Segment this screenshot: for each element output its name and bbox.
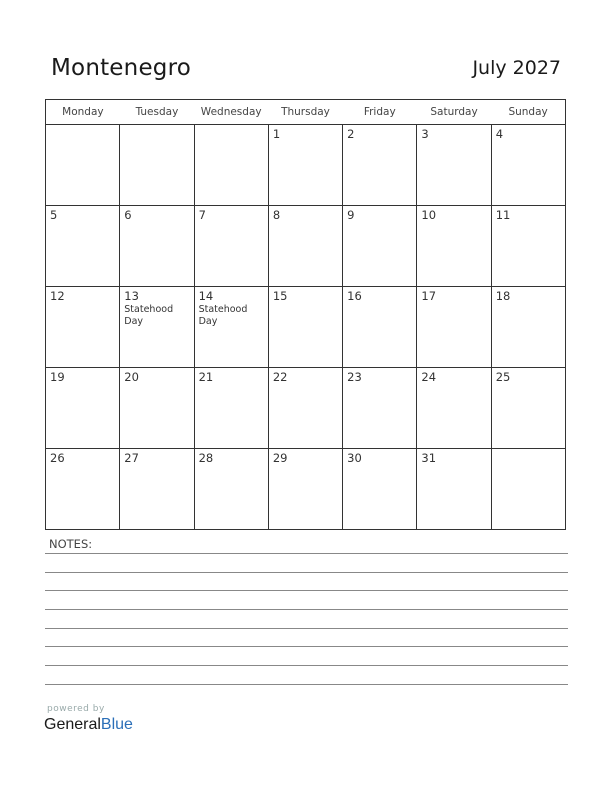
holiday-label: Statehood Day bbox=[198, 304, 248, 327]
day-cell bbox=[343, 287, 417, 368]
weekday-header-row bbox=[46, 100, 566, 125]
day-number: 5 bbox=[50, 208, 58, 222]
holiday-label: Statehood Day bbox=[124, 304, 174, 327]
day-cell bbox=[417, 125, 491, 206]
day-cell bbox=[46, 125, 120, 206]
week-row bbox=[46, 368, 566, 449]
weekday-thursday: Thursday bbox=[268, 100, 342, 125]
day-cell bbox=[120, 125, 194, 206]
day-cell bbox=[120, 206, 194, 287]
day-number: 30 bbox=[347, 451, 362, 465]
day-number: 28 bbox=[198, 451, 214, 465]
day-number: 12 bbox=[50, 289, 65, 303]
day-cell bbox=[268, 206, 342, 287]
day-number: 25 bbox=[495, 370, 511, 384]
day-cell bbox=[491, 368, 565, 449]
day-number: 9 bbox=[347, 208, 355, 222]
notes-line bbox=[45, 665, 568, 666]
brand-general: General bbox=[44, 716, 101, 733]
day-number: 1 bbox=[272, 127, 281, 141]
day-number: 7 bbox=[198, 208, 206, 222]
day-cell bbox=[491, 125, 565, 206]
week-row bbox=[46, 125, 566, 206]
day-cell bbox=[417, 287, 491, 368]
day-cell bbox=[194, 368, 268, 449]
day-cell bbox=[268, 125, 342, 206]
day-cell bbox=[120, 449, 194, 530]
week-row bbox=[46, 449, 566, 530]
powered-by-text: powered by bbox=[47, 704, 105, 714]
day-cell bbox=[46, 287, 120, 368]
day-cell bbox=[268, 287, 342, 368]
day-number: 11 bbox=[495, 208, 511, 222]
day-number: 26 bbox=[50, 451, 65, 465]
notes-line bbox=[45, 646, 568, 647]
day-cell bbox=[120, 368, 194, 449]
day-cell bbox=[343, 206, 417, 287]
weekday-tuesday: Tuesday bbox=[120, 100, 194, 125]
day-cell bbox=[491, 449, 565, 530]
notes-line bbox=[45, 553, 568, 554]
notes-line bbox=[45, 628, 568, 629]
day-cell bbox=[268, 368, 342, 449]
day-number: 22 bbox=[272, 370, 288, 384]
day-cell bbox=[268, 449, 342, 530]
day-number: 17 bbox=[421, 289, 437, 303]
day-cell bbox=[194, 125, 268, 206]
day-number: 13 bbox=[124, 289, 139, 303]
weekday-saturday: Saturday bbox=[417, 100, 491, 125]
day-number: 16 bbox=[347, 289, 362, 303]
day-cell bbox=[343, 449, 417, 530]
day-cell bbox=[417, 449, 491, 530]
day-cell bbox=[343, 368, 417, 449]
day-number: 3 bbox=[421, 127, 429, 141]
day-cell-holiday bbox=[194, 287, 268, 368]
weekday-sunday: Sunday bbox=[491, 100, 565, 125]
day-number: 24 bbox=[421, 370, 437, 384]
day-number: 21 bbox=[198, 370, 214, 384]
notes-line bbox=[45, 684, 568, 685]
day-number: 10 bbox=[421, 208, 437, 222]
day-cell bbox=[46, 206, 120, 287]
day-number: 18 bbox=[495, 289, 511, 303]
weekday-friday: Friday bbox=[343, 100, 417, 125]
day-number: 2 bbox=[347, 127, 355, 141]
day-cell bbox=[194, 206, 268, 287]
day-cell bbox=[417, 206, 491, 287]
day-number: 4 bbox=[495, 127, 504, 141]
day-number: 19 bbox=[50, 370, 65, 384]
day-cell bbox=[46, 368, 120, 449]
day-number: 23 bbox=[347, 370, 362, 384]
notes-line bbox=[45, 590, 568, 591]
day-cell bbox=[491, 287, 565, 368]
day-number: 8 bbox=[272, 208, 281, 222]
day-cell bbox=[343, 125, 417, 206]
notes-line bbox=[45, 572, 568, 573]
month-year-title: July 2027 bbox=[472, 57, 561, 79]
day-cell bbox=[194, 449, 268, 530]
country-title: Montenegro bbox=[51, 55, 192, 81]
notes-line bbox=[45, 609, 568, 610]
day-number: 20 bbox=[124, 370, 139, 384]
weekday-monday: Monday bbox=[46, 100, 120, 125]
day-cell bbox=[46, 449, 120, 530]
weekday-wednesday: Wednesday bbox=[194, 100, 268, 125]
brand-logo bbox=[44, 716, 133, 734]
day-number: 6 bbox=[124, 208, 132, 222]
day-number: 14 bbox=[198, 289, 214, 303]
week-row bbox=[46, 287, 566, 368]
day-number: 31 bbox=[421, 451, 437, 465]
brand-blue: Blue bbox=[100, 716, 133, 733]
day-number: 15 bbox=[272, 289, 288, 303]
notes-label: NOTES: bbox=[49, 537, 93, 551]
day-cell bbox=[491, 206, 565, 287]
week-row bbox=[46, 206, 566, 287]
day-number: 29 bbox=[272, 451, 288, 465]
calendar-grid bbox=[45, 99, 566, 530]
day-cell-holiday bbox=[120, 287, 194, 368]
day-number: 27 bbox=[124, 451, 139, 465]
day-cell bbox=[417, 368, 491, 449]
